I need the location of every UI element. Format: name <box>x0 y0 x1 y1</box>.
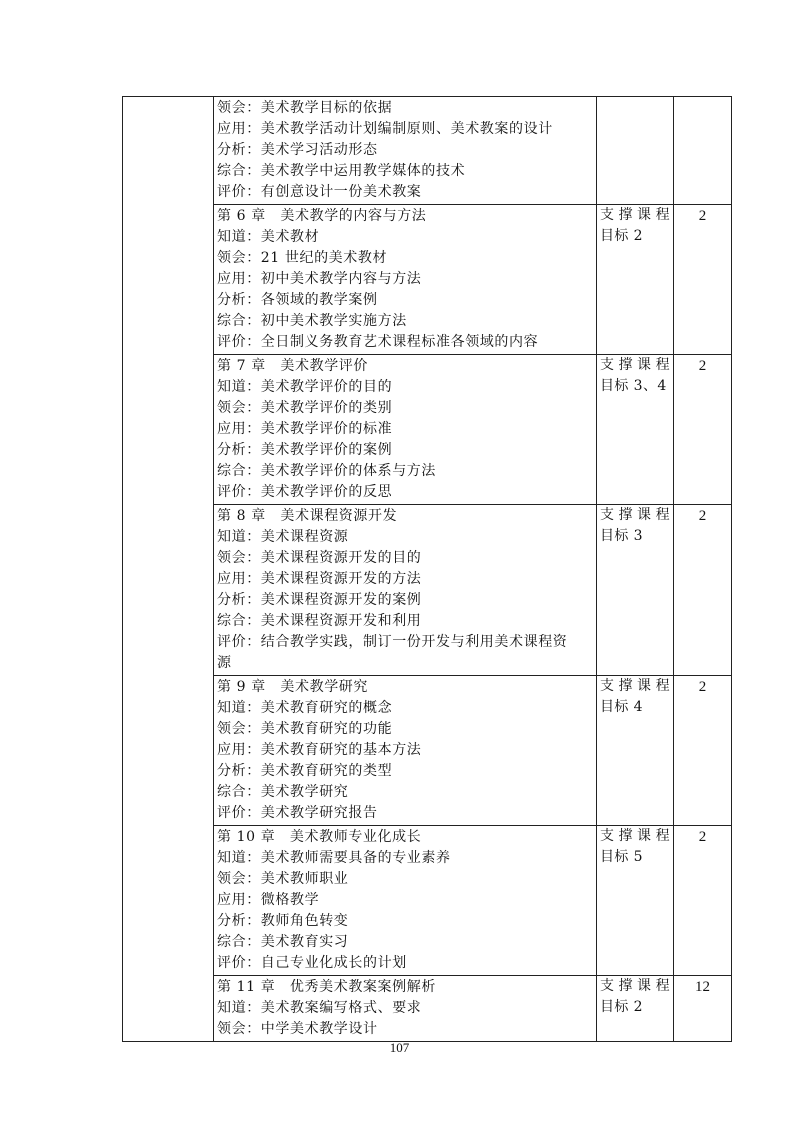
chapter-content-cell <box>214 676 597 826</box>
content-line: 分析：美术课程资源开发的案例 <box>217 592 422 608</box>
table-row <box>123 676 732 826</box>
content-line: 应用：美术教育研究的基本方法 <box>217 742 422 758</box>
chapter-content-cell <box>214 355 597 505</box>
support-objective-target: 目标 5 <box>600 849 643 865</box>
support-objective-label: 支撑课程 <box>600 357 670 373</box>
content-line: 分析：教师角色转变 <box>217 913 349 929</box>
content-line: 第 9 章 美术教学研究 <box>217 679 369 695</box>
support-objective-cell <box>597 505 674 676</box>
hours-value: 2 <box>698 208 707 224</box>
content-line: 第 10 章 美术教师专业化成长 <box>217 829 422 845</box>
hours-cell <box>674 826 732 976</box>
support-objective-cell <box>597 355 674 505</box>
hours-value: 2 <box>698 829 707 845</box>
support-objective-label: 支撑课程 <box>600 507 670 523</box>
content-line: 知道：美术教案编写格式、要求 <box>217 1000 422 1016</box>
support-objective-label: 支撑课程 <box>600 207 670 223</box>
content-line: 评价：美术教学研究报告 <box>217 805 378 821</box>
table-row <box>123 826 732 976</box>
content-line: 领会：美术课程资源开发的目的 <box>217 550 422 566</box>
content-line: 知道：美术课程资源 <box>217 529 349 545</box>
content-line: 综合：美术教学评价的体系与方法 <box>217 463 436 479</box>
content-line: 应用：初中美术教学内容与方法 <box>217 271 422 287</box>
content-line: 评价：自己专业化成长的计划 <box>217 955 407 971</box>
page-number: 107 <box>389 1040 410 1055</box>
chapter-content-cell <box>214 505 597 676</box>
content-line: 知道：美术教师需要具备的专业素养 <box>217 850 451 866</box>
hours-cell <box>674 505 732 676</box>
table-row <box>123 976 732 1042</box>
course-content-table <box>122 96 732 1042</box>
content-line: 源 <box>217 655 232 671</box>
table-row <box>123 355 732 505</box>
support-objective-target: 目标 3 <box>600 528 643 544</box>
content-line: 应用：美术教学活动计划编制原则、美术教案的设计 <box>217 121 553 137</box>
hours-value: 2 <box>698 358 707 374</box>
content-line: 分析：美术教育研究的类型 <box>217 763 393 779</box>
chapter-content-cell <box>214 976 597 1042</box>
support-objective-target: 目标 2 <box>600 228 643 244</box>
content-line: 评价：全日制义务教育艺术课程标准各领域的内容 <box>217 334 539 350</box>
table-row <box>123 205 732 355</box>
support-objective-cell <box>597 97 674 205</box>
hours-cell <box>674 976 732 1042</box>
content-line: 评价：有创意设计一份美术教案 <box>217 184 422 200</box>
content-line: 知道：美术教学评价的目的 <box>217 379 393 395</box>
hours-cell <box>674 355 732 505</box>
support-objective-label: 支撑课程 <box>600 678 670 694</box>
content-line: 知道：美术教育研究的概念 <box>217 700 393 716</box>
chapter-content-cell <box>214 97 597 205</box>
content-line: 应用：微格教学 <box>217 892 320 908</box>
support-objective-target: 目标 4 <box>600 699 643 715</box>
content-line: 应用：美术课程资源开发的方法 <box>217 571 422 587</box>
chapter-content-cell <box>214 826 597 976</box>
hours-cell <box>674 205 732 355</box>
content-line: 综合：初中美术教学实施方法 <box>217 313 407 329</box>
content-line: 综合：美术教育实习 <box>217 934 349 950</box>
table-row <box>123 505 732 676</box>
content-line: 领会：美术教师职业 <box>217 871 349 887</box>
content-line: 综合：美术教学研究 <box>217 784 349 800</box>
hours-value: 2 <box>698 679 707 695</box>
content-line: 分析：各领域的教学案例 <box>217 292 378 308</box>
support-objective-cell <box>597 676 674 826</box>
content-line: 领会：21 世纪的美术教材 <box>217 250 388 266</box>
support-objective-cell <box>597 205 674 355</box>
table-row <box>123 97 732 205</box>
support-objective-target: 目标 2 <box>600 999 643 1015</box>
content-line: 知道：美术教材 <box>217 229 320 245</box>
hours-value: 12 <box>695 979 710 995</box>
category-cell <box>123 97 214 1042</box>
content-line: 评价：结合教学实践，制订一份开发与利用美术课程资 <box>217 634 568 650</box>
content-line: 应用：美术教学评价的标准 <box>217 421 393 437</box>
content-line: 评价：美术教学评价的反思 <box>217 484 393 500</box>
content-line: 分析：美术学习活动形态 <box>217 142 378 158</box>
hours-cell <box>674 97 732 205</box>
content-line: 第 6 章 美术教学的内容与方法 <box>217 208 427 224</box>
hours-cell <box>674 676 732 826</box>
support-objective-target: 目标 3、4 <box>600 378 667 394</box>
support-objective-label: 支撑课程 <box>600 978 670 994</box>
content-line: 综合：美术课程资源开发和利用 <box>217 613 422 629</box>
content-line: 领会：美术教育研究的功能 <box>217 721 393 737</box>
support-objective-cell <box>597 976 674 1042</box>
chapter-content-cell <box>214 205 597 355</box>
hours-value: 2 <box>698 508 707 524</box>
content-line: 分析：美术教学评价的案例 <box>217 442 393 458</box>
content-line: 领会：中学美术教学设计 <box>217 1021 378 1037</box>
support-objective-cell <box>597 826 674 976</box>
content-line: 领会：美术教学评价的类别 <box>217 400 393 416</box>
content-line: 第 11 章 优秀美术教案案例解析 <box>217 979 436 995</box>
content-line: 第 8 章 美术课程资源开发 <box>217 508 398 524</box>
content-line: 领会：美术教学目标的依据 <box>217 100 393 116</box>
table-body <box>123 97 732 1042</box>
content-line: 第 7 章 美术教学评价 <box>217 358 369 374</box>
content-line: 综合：美术教学中运用教学媒体的技术 <box>217 163 466 179</box>
support-objective-label: 支撑课程 <box>600 828 670 844</box>
